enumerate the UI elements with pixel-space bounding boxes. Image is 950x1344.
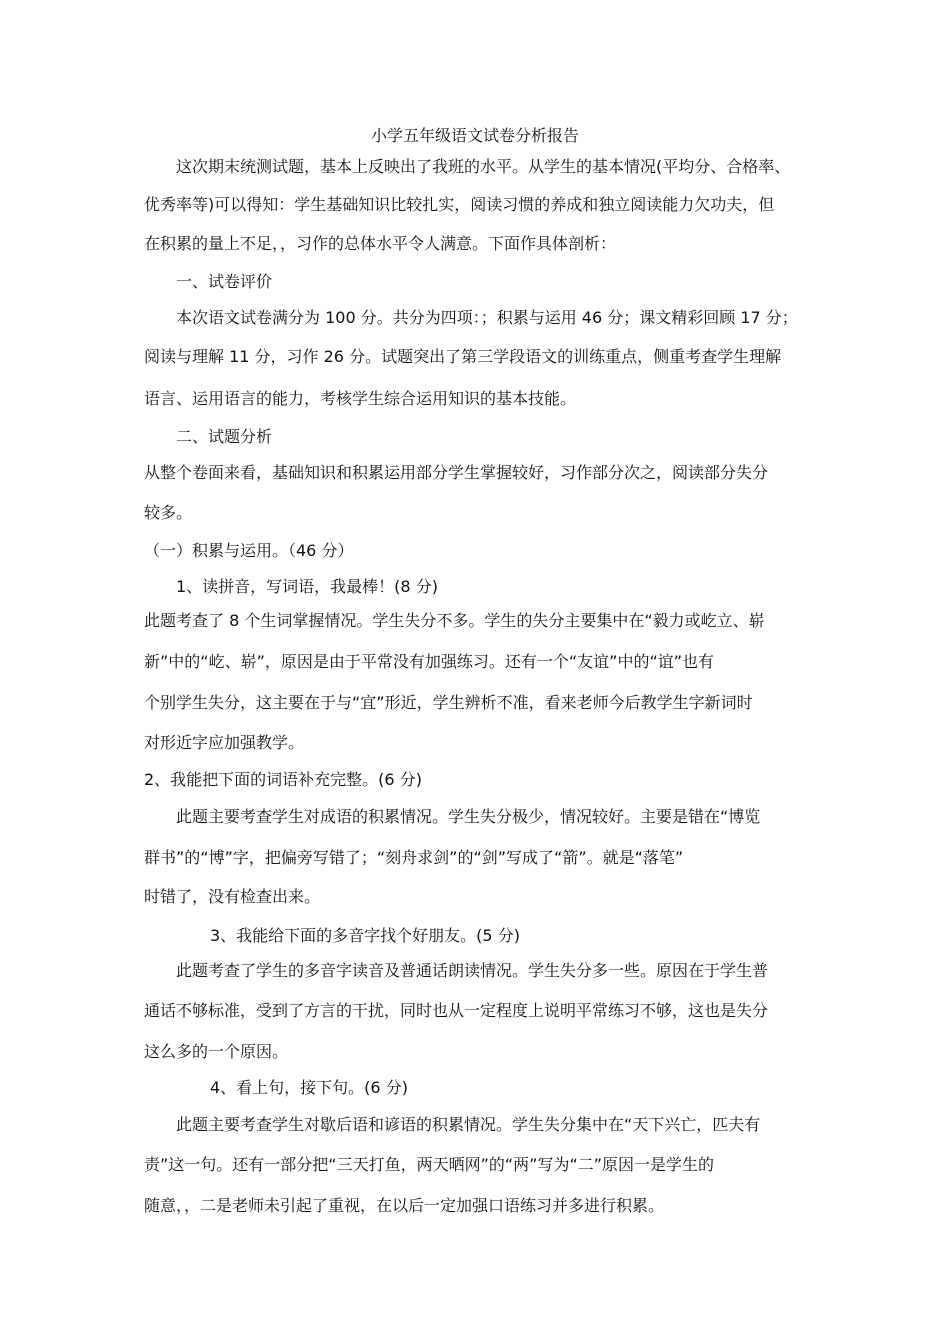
paragraph-line: 此题主要考查学生对成语的积累情况。学生失分极少，情况较好。主要是错在“博览 — [176, 807, 761, 826]
question-heading: 1、读拼音，写词语，我最棒！(8 分) — [176, 577, 438, 596]
paragraph-line: 阅读与理解 11 分，习作 26 分。试题突出了第三学段语文的训练重点，侧重考查学生理解 — [144, 347, 782, 366]
section-heading: 二、试题分析 — [176, 427, 273, 446]
question-heading: 2、我能把下面的词语补充完整。(6 分) — [144, 770, 422, 789]
paragraph-line: 通话不够标准，受到了方言的干扰，同时也从一定程度上说明平常练习不够，这也是失分 — [144, 1001, 769, 1020]
paragraph-line: 时错了，没有检查出来。 — [144, 887, 321, 906]
paragraph-line: 对形近字应加强教学。 — [144, 733, 305, 752]
paragraph-line: 语言、运用语言的能力，考核学生综合运用知识的基本技能。 — [144, 389, 577, 408]
paragraph-line: 这么多的一个原因。 — [144, 1042, 289, 1061]
paragraph-line: 较多。 — [144, 503, 193, 522]
question-heading: 4、看上句，接下句。(6 分) — [210, 1078, 408, 1097]
section-heading: 一、试卷评价 — [176, 272, 273, 291]
document-title: 小学五年级语文试卷分析报告 — [370, 126, 579, 145]
paragraph-line: 优秀率等)可以得知：学生基础知识比较扎实，阅读习惯的养成和独立阅读能力欠功夫，但 — [144, 195, 775, 214]
paragraph-line: 新”中的“屹、崭”，原因是由于平常没有加强练习。还有一个“友谊”中的“谊”也有 — [144, 652, 715, 671]
paragraph-line: 此题主要考查学生对歇后语和谚语的积累情况。学生失分集中在“天下兴亡，匹夫有 — [176, 1115, 761, 1134]
paragraph-line: 随意，，二是老师未引起了重视，在以后一定加强口语练习并多进行积累。 — [144, 1196, 665, 1215]
paragraph-line: 从整个卷面来看，基础知识和积累运用部分学生掌握较好，习作部分次之，阅读部分失分 — [144, 463, 769, 482]
paragraph-line: 群书”的“博”字，把偏旁写错了；“刻舟求剑”的“剑”写成了“箭”。就是“落笔” — [144, 848, 684, 867]
paragraph-line: 个别学生失分，这主要在于与“宜”形近，学生辨析不准，看来老师今后教学生字新词时 — [144, 693, 753, 712]
paragraph-line: 本次语文试卷满分为 100 分。共分为四项：；积累与运用 46 分；课文精彩回顾 17 分； — [176, 308, 798, 327]
subsection-heading: （一）积累与运用。（46 分） — [144, 541, 354, 560]
question-heading: 3、我能给下面的多音字找个好朋友。(5 分) — [210, 926, 520, 945]
paragraph-line: 这次期末统测试题，基本上反映出了我班的水平。从学生的基本情况(平均分、合格率、 — [176, 157, 791, 176]
paragraph-line: 责”这一句。还有一部分把“三天打鱼，两天晒网”的“两”写为“二”原因一是学生的 — [144, 1155, 715, 1174]
paragraph-line: 此题考查了 8 个生词掌握情况。学生失分不多。学生的失分主要集中在“毅力或屹立、崭 — [144, 611, 765, 630]
paragraph-line: 在积累的量上不足，，习作的总体水平令人满意。下面作具体剖析： — [144, 234, 617, 253]
paragraph-line: 此题考查了学生的多音字读音及普通话朗读情况。学生失分多一些。原因在于学生普 — [176, 961, 769, 980]
